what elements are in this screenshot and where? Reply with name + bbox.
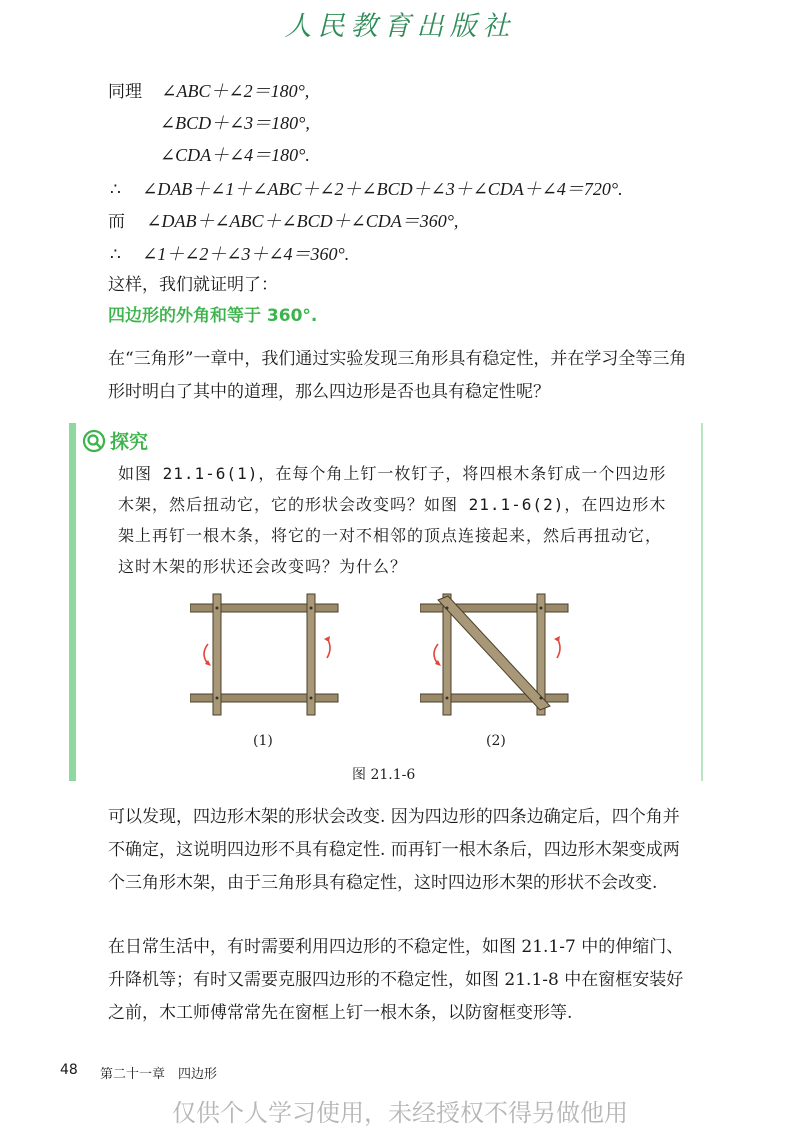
paragraph-daily-life bbox=[108, 931, 696, 1030]
publisher-logo: 人民教育出版社 bbox=[284, 11, 516, 42]
proof-expr-4: ∠DAB＋∠1＋∠ABC＋∠2＋∠BCD＋∠3＋∠CDA＋∠4＝720°. bbox=[142, 179, 623, 199]
conclusion-intro: 这样，我们就证明了： bbox=[108, 275, 278, 295]
proof-expr-2: ∠BCD＋∠3＝180°, bbox=[160, 113, 310, 133]
figure-label-1: (1) bbox=[253, 733, 273, 749]
proof-expr-1: ∠ABC＋∠2＝180°, bbox=[161, 81, 310, 101]
paragraph-stability-question bbox=[108, 343, 696, 409]
wood-bar-bottom bbox=[190, 694, 338, 702]
therefore-symbol: ∴ bbox=[110, 180, 121, 200]
proof-expr-6: ∠1＋∠2＋∠3＋∠4＝360°. bbox=[142, 244, 350, 264]
watermark: 仅供个人学习使用，未经授权不得另做他用 bbox=[172, 1099, 628, 1127]
proof-expr-3: ∠CDA＋∠4＝180°. bbox=[160, 145, 310, 165]
explore-heading bbox=[82, 427, 148, 454]
explore-text bbox=[118, 458, 678, 582]
wood-bar-diagonal bbox=[438, 596, 550, 710]
therefore-symbol: ∴ bbox=[110, 245, 121, 265]
proof-line-2 bbox=[160, 112, 310, 135]
proof-label-similarly: 同理 bbox=[108, 82, 142, 102]
theorem-statement: 四边形的外角和等于 360°. bbox=[108, 306, 318, 326]
page-number: 48 bbox=[60, 1062, 78, 1078]
figure-frame-2 bbox=[420, 592, 570, 717]
paragraph-2-text: 可以发现，四边形木架的形状会改变. 因为四边形的四条边确定后，四个角并不确定，这说明四边形不具有稳定性. 而再钉一根木条后，四边形木架变成两个三角形木架，由于三角形具有稳定性，这时四边形木架的形状不会改变. bbox=[108, 807, 680, 893]
magnifier-icon bbox=[82, 429, 106, 453]
paragraph-3-text: 在日常生活中，有时需要利用四边形的不稳定性，如图 21.1-7 中的伸缩门、升降机等；有时又需要克服四边形的不稳定性，如图 21.1-8 中在窗框安装好之前，木工师傅常常先在窗框上钉一根木条，以防窗框变形等. bbox=[108, 937, 684, 1023]
figure-caption: 图 21.1-6 bbox=[352, 767, 416, 783]
chapter-title: 第二十一章 四边形 bbox=[100, 1067, 218, 1082]
explore-text-content: 如图 21.1-6(1)，在每个角上钉一枚钉子，将四根木条钉成一个四边形木架，然后扭动它，它的形状会改变吗？如图 21.1-6(2)，在四边形木架上再钉一根木条，将它的一对不相邻的顶点连接起来，然后再扭动它，这时木架的形状还会改变吗？为什么？ bbox=[118, 464, 667, 576]
proof-label-and: 而 bbox=[108, 212, 125, 232]
wood-bar-top bbox=[190, 604, 338, 612]
proof-line-4 bbox=[110, 178, 623, 201]
proof-expr-5: ∠DAB＋∠ABC＋∠BCD＋∠CDA＝360°, bbox=[146, 211, 459, 231]
proof-line-5 bbox=[108, 210, 458, 233]
proof-line-1 bbox=[108, 80, 309, 103]
proof-line-3 bbox=[160, 144, 310, 167]
figure-label-2: (2) bbox=[486, 733, 506, 749]
figure-frame-1 bbox=[190, 592, 340, 717]
explore-title: 探究 bbox=[110, 431, 149, 453]
paragraph-1-text: 在“三角形”一章中，我们通过实验发现三角形具有稳定性，并在学习全等三角形时明白了其中的道理，那么四边形是否也具有稳定性呢？ bbox=[108, 349, 687, 402]
paragraph-conclusion bbox=[108, 801, 696, 900]
proof-line-6 bbox=[110, 243, 349, 266]
